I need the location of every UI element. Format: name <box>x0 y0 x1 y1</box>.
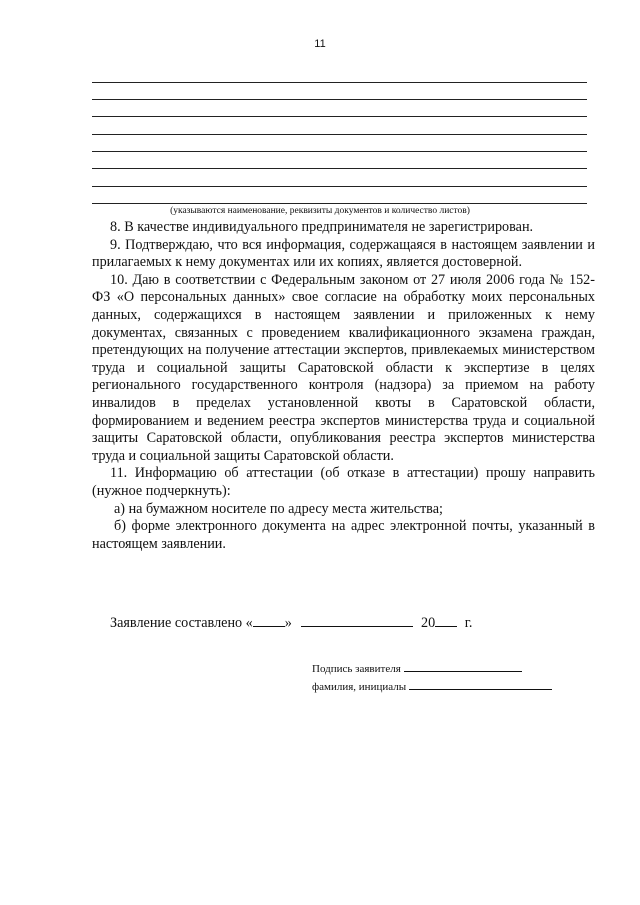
blank-line-2 <box>92 99 587 100</box>
name-blank <box>409 679 552 690</box>
blank-line-3 <box>92 116 587 117</box>
year-suffix: г. <box>464 615 473 631</box>
name-label: фамилия, инициалы <box>312 681 407 693</box>
paragraph-11: 11. Информацию об аттестации (об отказе в аттестации) прошу направить (нужное подчеркнуть): <box>92 465 595 499</box>
documents-caption: (указываются наименование, реквизиты документов и количество листов) <box>170 206 470 216</box>
name-row <box>312 679 552 694</box>
signature-label: Подпись заявителя <box>312 663 401 675</box>
blank-line-1 <box>92 82 587 83</box>
signature-blank <box>404 661 522 672</box>
blank-line-4 <box>92 134 587 135</box>
day-blank <box>253 613 285 627</box>
body-text <box>92 219 595 553</box>
year-prefix: 20 <box>420 615 436 631</box>
blank-line-8 <box>92 203 587 204</box>
paragraph-10: 10. Даю в соответствии с Федеральным законом от 27 июля 2006 года № 152-ФЗ «О персональных данных» свое согласие на обработку моих персональных данных, содержащихся в настоящем заявлении и приложенных к нему документах, связанных с проведением квалификационного экзамена граждан, претендующих на получение аттестации экспертов, привлекаемых министерством труда и социальной защиты Саратовской области к экспертизе в целях регионального государственного контроля (надзора) за приемом на работу инвалидов в пределах установленной квоты в Саратовской области, формированием и ведением реестра экспертов министерства труда и социальной защиты Саратовской области, опубликования реестра экспертов министерства труда и социальной защиты Саратовской области. <box>92 271 595 464</box>
statement-line <box>110 613 472 632</box>
paragraph-9: 9. Подтверждаю, что вся информация, содержащаяся в настоящем заявлении и прилагаемых к нему документах или их копиях, является достоверной. <box>92 236 595 271</box>
signature-row <box>312 661 522 676</box>
statement-prefix: Заявление составлено « <box>110 615 253 631</box>
blank-line-7 <box>92 186 587 187</box>
paragraph-11b: б) форме электронного документа на адрес электронной почты, указанный в настоящем заявлении. <box>92 518 595 552</box>
month-blank <box>301 613 413 627</box>
paragraph-8: 8. В качестве индивидуального предпринимателя не зарегистрирован. <box>110 219 534 235</box>
paragraph-11a: а) на бумажном носителе по адресу места жительства; <box>114 500 443 517</box>
year-blank <box>435 613 457 627</box>
blank-line-5 <box>92 151 587 152</box>
blank-line-6 <box>92 168 587 169</box>
page-number: 11 <box>314 38 326 50</box>
statement-quote-close: » <box>284 615 292 631</box>
